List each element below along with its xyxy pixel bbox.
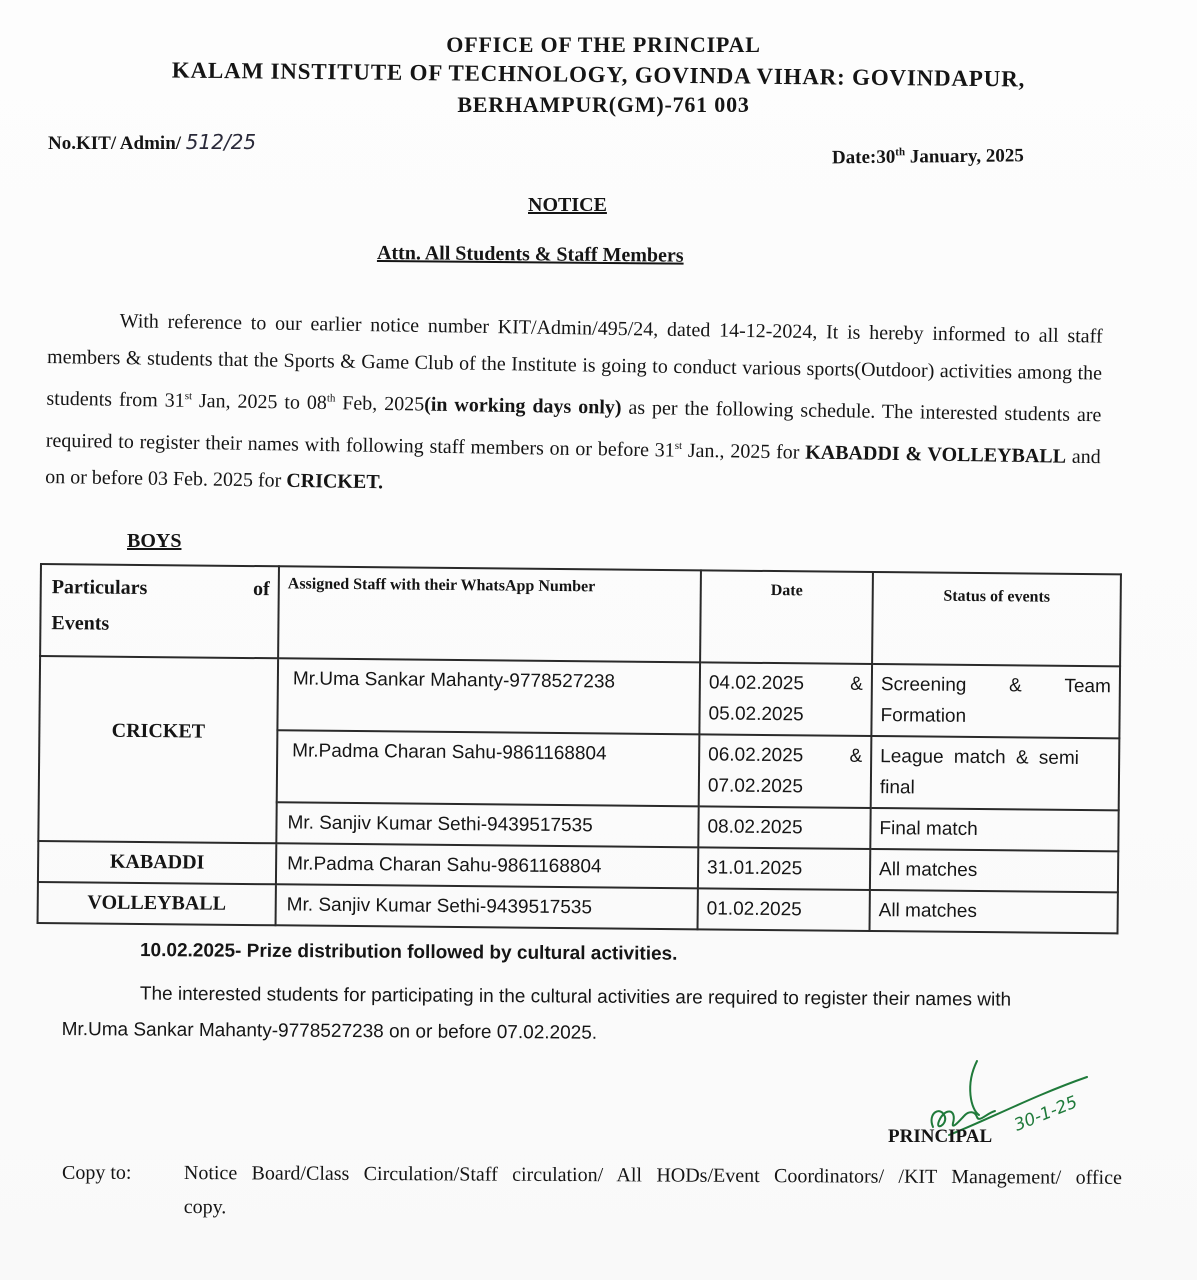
institute-address: BERHAMPUR(GM)-761 003 [457,92,750,117]
date-text: 07.02.2025 [707,775,804,798]
status-text: League match & semi [880,746,1080,769]
date-cell: 01.02.2025 [698,888,870,931]
body-text: Feb, 2025 [335,392,425,416]
reference-prefix: No.KIT/ Admin/ [48,133,186,154]
table-header-row [40,564,1121,666]
date-text: 04.02.2025 [708,672,805,695]
prize-distribution-line: 10.02.2025- Prize distribution followed by cultural activities. [139,940,678,965]
notice-body [45,302,1103,513]
status-text: final [879,777,915,799]
status-text: Formation [880,705,967,727]
date-cell [699,662,872,736]
signature-date: 30-1-25 [1011,1092,1081,1136]
ordinal-suffix: st [674,439,683,452]
date-cell: 31.01.2025 [698,847,870,890]
status-cell: All matches [870,849,1118,892]
copy-to-label: Copy to: [62,1162,132,1184]
event-cell: KABADDI [38,841,276,884]
section-label-boys: BOYS [127,530,182,552]
date-day-suffix: th [895,146,906,159]
body-emphasis: (in working days only) [423,393,622,419]
header-date: Date [700,570,873,664]
status-text: & [1008,675,1022,697]
letterhead [0,30,1197,120]
reference-number [48,130,256,155]
signature-stroke [970,1061,979,1115]
reference-handwritten-number: 512/25 [185,130,257,154]
header-particulars-of-events [40,564,279,658]
status-cell: Final match [870,808,1118,851]
event-cell: VOLLEYBALL [38,882,276,925]
copy-to-recipients: Notice Board/Class Circulation/Staff circulation/ All HODs/Event Coordinators/ /KIT Management/ office copy. [183,1161,1122,1219]
table-row [39,656,1120,738]
date-text: 05.02.2025 [708,703,804,726]
cultural-activities-paragraph [61,976,1061,1055]
body-text: and on or before 03 Feb. 2025 for [45,445,1101,493]
status-text: Team [1064,675,1111,698]
header-text: Events [51,612,110,635]
staff-cell: Mr. Sanjiv Kumar Sethi-9439517535 [276,802,698,847]
body-text: as per the following schedule. The interested students are required to register their names with following staff members on or before 31 [45,396,1102,462]
event-cell: CRICKET [38,656,278,843]
notice-title: NOTICE [528,194,607,216]
body-emphasis: KABADDI & VOLLEYBALL [805,441,1067,468]
status-cell [871,664,1120,738]
header-status: Status of events [872,572,1121,666]
copy-to-section [62,1156,1122,1224]
status-cell: All matches [870,890,1118,933]
ordinal-suffix: st [184,390,193,403]
attention-line: Attn. All Students & Staff Members [376,242,684,267]
date-month-year: January, 2025 [904,145,1024,168]
body-text: With reference to our earlier notice number KIT/Admin/495/24, dated 14-12-2024, It is hereby informed to all staff members & students that the Sports & Game Club of the Institute is going to conduct various sports(Outdoor) activities among the students from 31 [46,310,1103,412]
body-text: Jan, 2025 to 08 [191,389,327,415]
principal-title: PRINCIPAL [888,1126,993,1147]
date-text: & [850,673,863,695]
header-text: of [252,578,270,601]
body-emphasis: CRICKET. [286,470,384,494]
institute-name: KALAM INSTITUTE OF TECHNOLOGY, GOVINDA VIHAR: GOVINDAPUR, [171,57,1026,92]
events-schedule-table [37,563,1122,934]
date-text: 06.02.2025 [708,744,804,767]
date-text: & [849,745,863,767]
office-title: OFFICE OF THE PRINCIPAL [446,32,761,57]
header-text: Particulars [51,576,148,600]
staff-cell: Mr.Padma Charan Sahu-9861168804 [276,843,698,888]
status-cell [871,736,1120,810]
staff-cell: Mr.Uma Sankar Mahanty-9778527238 [277,658,700,734]
staff-cell: Mr.Padma Charan Sahu-9861168804 [277,730,700,806]
cultural-text: The interested students for participating in the cultural activities are required to register their names with Mr.Uma Sankar Mahanty-9778527238 on or before 07.02.2025. [61,983,1012,1044]
ordinal-suffix: th [326,392,336,405]
header-assigned-staff: Assigned Staff with their WhatsApp Number [278,566,701,662]
status-text: Screening [880,674,967,696]
body-text: Jan., 2025 for [681,439,806,464]
notice-date [832,145,1024,169]
date-cell [699,734,872,808]
date-label: Date: [831,146,877,169]
date-day: 30 [876,146,896,168]
date-cell: 08.02.2025 [698,806,870,849]
staff-cell: Mr. Sanjiv Kumar Sethi-9439517535 [276,884,698,929]
